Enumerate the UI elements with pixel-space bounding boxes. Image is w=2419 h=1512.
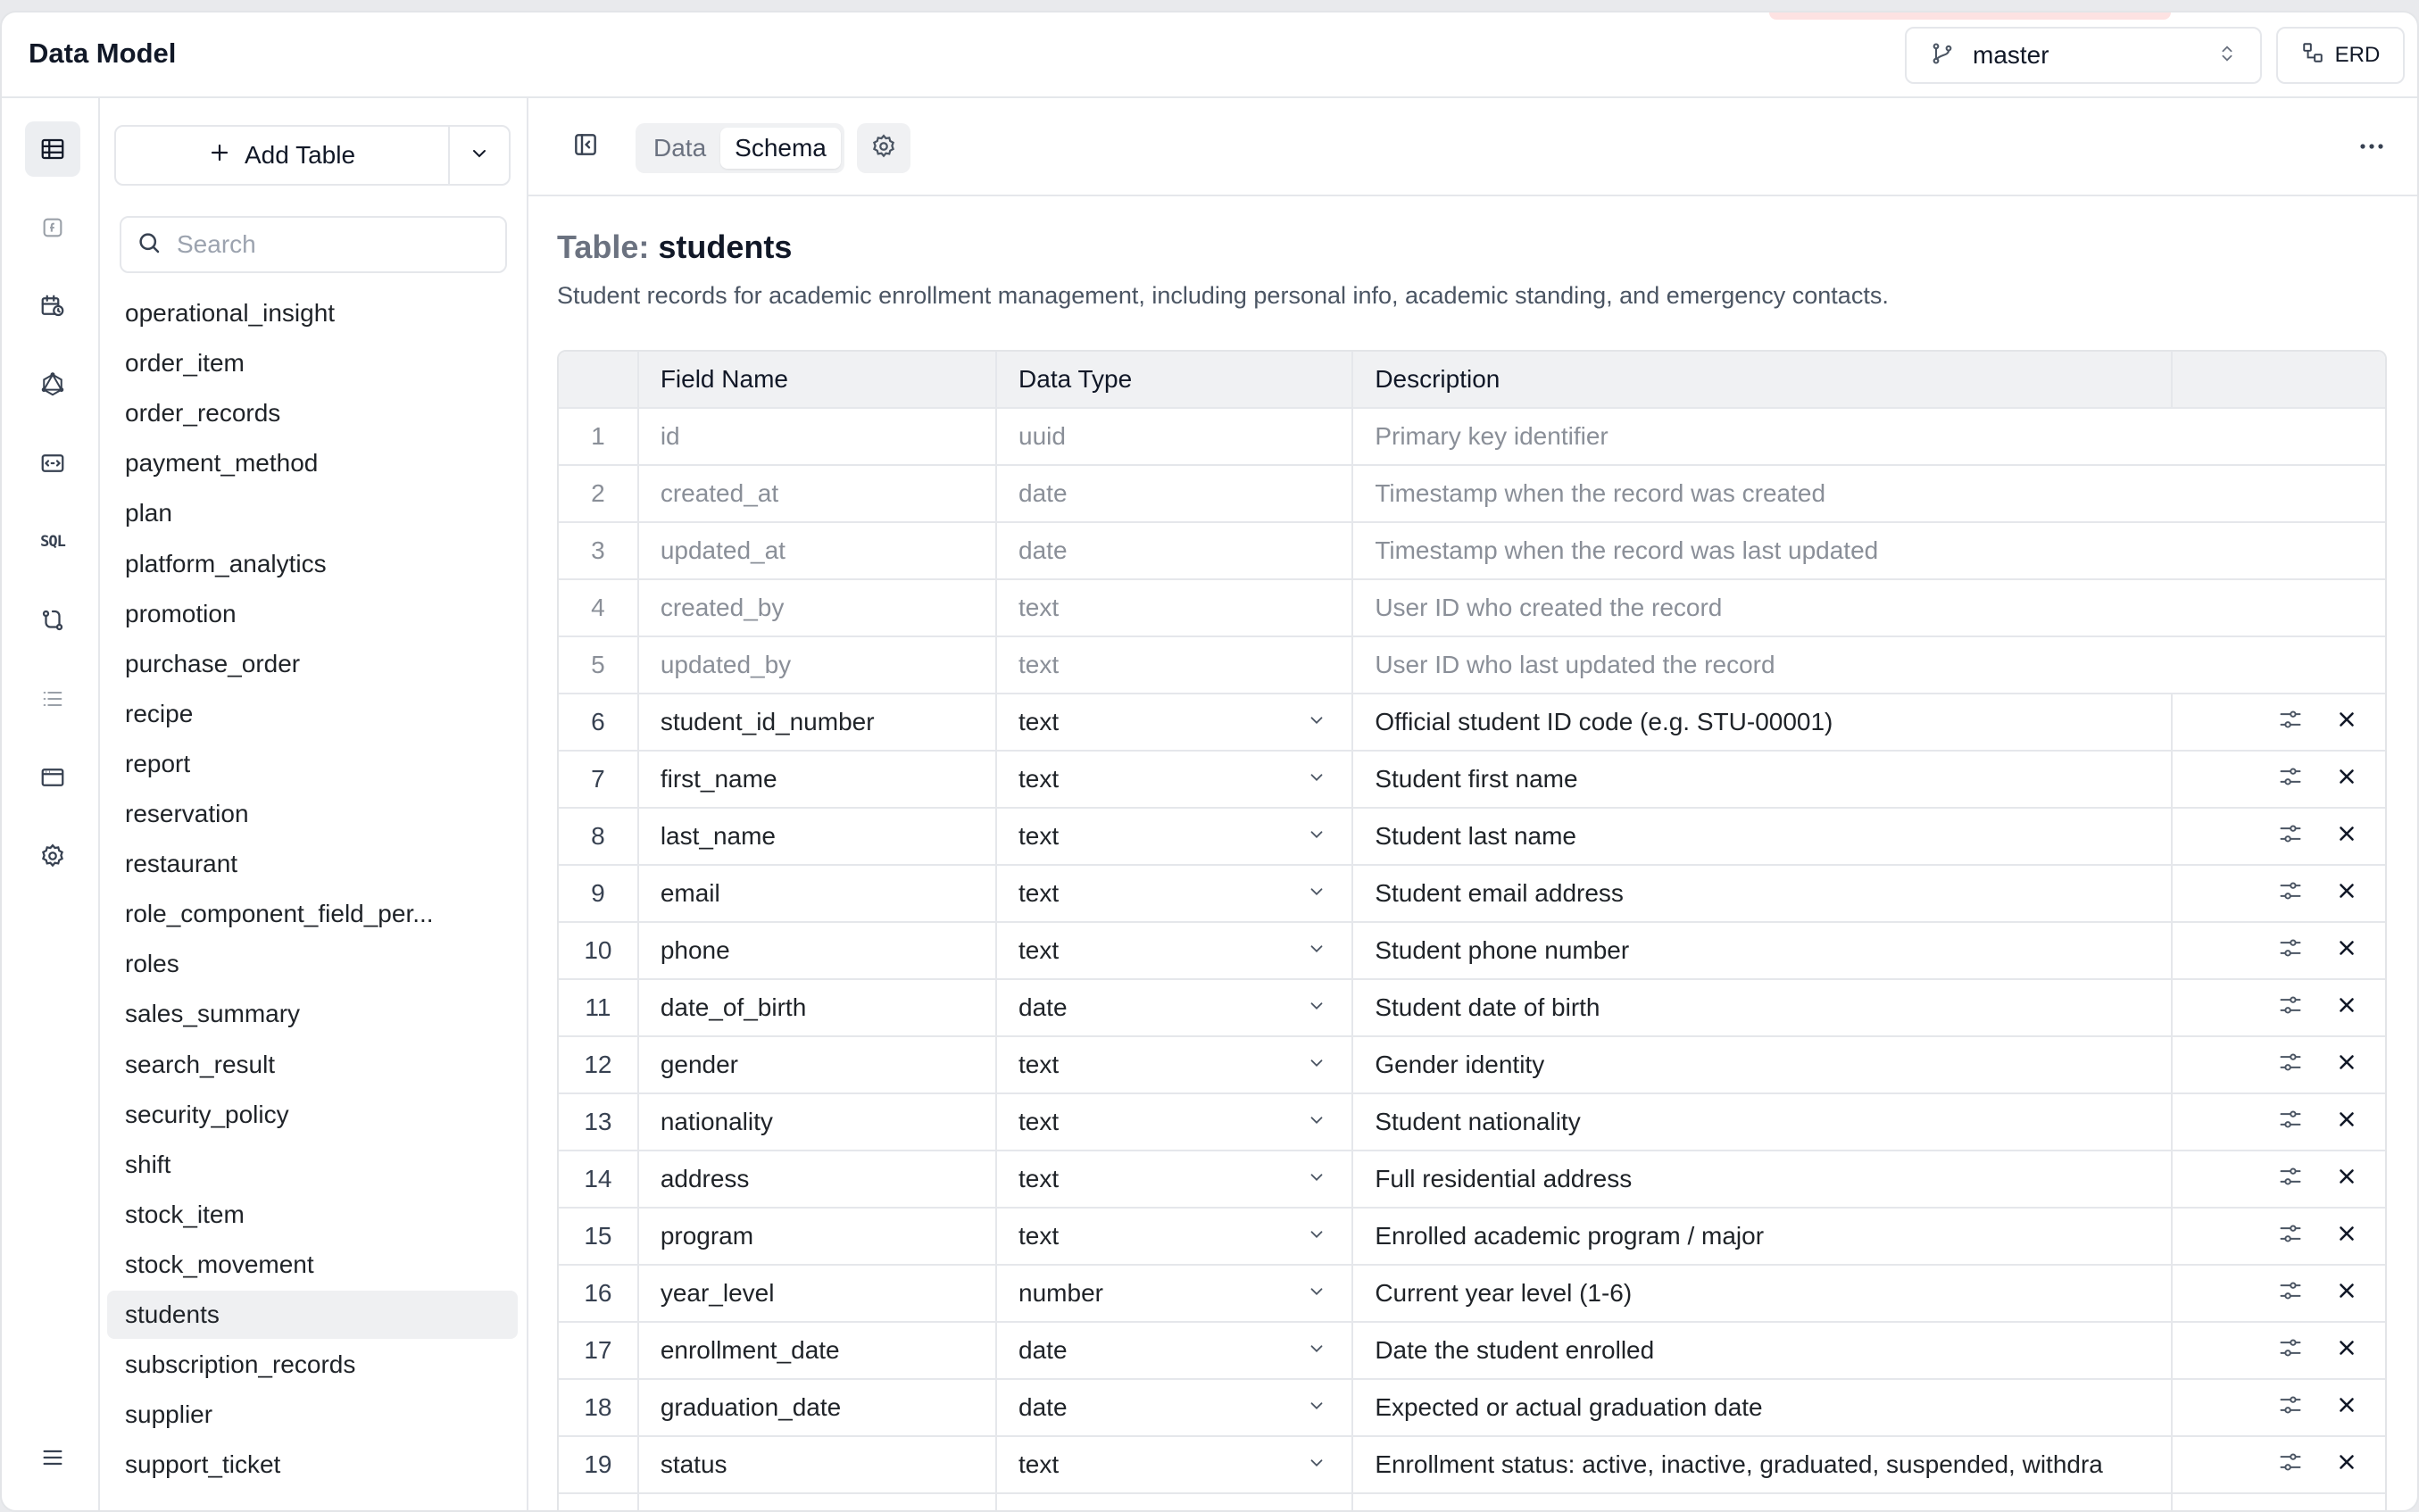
field-description-text: Expected or actual graduation date	[1375, 1393, 1763, 1421]
field-settings-sliders-icon[interactable]	[2278, 1050, 2303, 1081]
field-type-value: uuid	[1018, 422, 1066, 450]
table-list-item[interactable]: payment_method	[125, 449, 319, 478]
field-type-value: text	[1018, 1165, 1060, 1192]
table-search	[120, 216, 507, 273]
field-name-input[interactable]: year_level	[639, 1266, 997, 1321]
table-list-panel	[100, 98, 528, 1512]
row-actions	[2173, 1209, 2385, 1264]
chevron-down-icon	[1307, 879, 1326, 908]
table-row	[559, 523, 2385, 580]
field-description-input[interactable]	[1353, 809, 2173, 864]
field-type-value: date	[1018, 1336, 1068, 1364]
table-heading-prefix: Table:	[557, 228, 650, 265]
row-number: 13	[559, 1094, 639, 1150]
branch-select[interactable]	[1905, 27, 2262, 84]
field-settings-sliders-icon[interactable]	[2278, 935, 2303, 967]
more-options-button[interactable]	[2349, 127, 2394, 168]
row-actions	[2173, 809, 2385, 864]
field-name: id	[639, 409, 997, 464]
chevron-down-icon	[1307, 765, 1326, 793]
chevron-down-icon	[1307, 1279, 1326, 1308]
field-type-select[interactable]	[997, 1266, 1353, 1321]
field-name-input[interactable]: gender	[639, 1037, 997, 1092]
field-type-value: date	[1018, 536, 1068, 564]
main-area	[528, 98, 2419, 1512]
field-name-input[interactable]: program	[639, 1209, 997, 1264]
row-number: 14	[559, 1151, 639, 1207]
chevron-down-icon	[1307, 936, 1326, 965]
field-description-text: Student email address	[1375, 879, 1624, 907]
chevron-down-icon	[1307, 1393, 1326, 1422]
header-actions-cell	[2173, 352, 2385, 407]
field-description-text: Student phone number	[1375, 936, 1630, 964]
table-list-item[interactable]: plan	[125, 499, 172, 528]
sql-icon[interactable]	[25, 514, 80, 569]
delete-field-close-icon[interactable]	[2335, 1450, 2358, 1480]
field-name: created_by	[639, 580, 997, 636]
row-number: 9	[559, 866, 639, 921]
table-row	[559, 1209, 2385, 1266]
field-type-empty	[997, 1494, 1353, 1512]
table-row	[559, 1037, 2385, 1094]
table-list-item[interactable]: security_policy	[125, 1100, 289, 1128]
field-settings-sliders-icon[interactable]	[2278, 764, 2303, 795]
table-row	[559, 1094, 2385, 1151]
delete-field-close-icon[interactable]	[2335, 993, 2358, 1023]
delete-field-close-icon[interactable]	[2335, 708, 2358, 737]
workflow-icon[interactable]	[25, 593, 80, 648]
tab-schema[interactable]: Schema	[720, 128, 841, 169]
field-name-input[interactable]: first_name	[639, 752, 997, 807]
table-list-item[interactable]: stock_item	[125, 1200, 245, 1228]
field-description-text: Student date of birth	[1375, 993, 1600, 1021]
field-name-input[interactable]: phone	[639, 923, 997, 978]
table-row	[559, 1380, 2385, 1437]
field-description	[1353, 637, 2385, 693]
table-list-item[interactable]: stock_movement	[125, 1250, 314, 1278]
row-number: 8	[559, 809, 639, 864]
field-description-input[interactable]	[1353, 1437, 2173, 1492]
sql-label: SQL	[40, 533, 65, 551]
table-list-item[interactable]: supplier	[125, 1400, 213, 1429]
field-name-empty	[639, 1494, 997, 1512]
table-list-item[interactable]: operational_insight	[125, 299, 336, 327]
field-description-input[interactable]	[1353, 1037, 2173, 1092]
row-actions	[2173, 1437, 2385, 1492]
field-description-input[interactable]	[1353, 923, 2173, 978]
table-row	[559, 980, 2385, 1037]
field-type-value: text	[1018, 765, 1060, 793]
field-type-select[interactable]	[997, 923, 1353, 978]
row-actions	[2173, 752, 2385, 807]
field-type-value: text	[1018, 936, 1060, 964]
row-actions	[2173, 1323, 2385, 1378]
table-list-item[interactable]: support_ticket	[125, 1450, 281, 1479]
field-type-value: text	[1018, 708, 1060, 735]
row-actions	[2173, 1266, 2385, 1321]
settings-icon[interactable]	[25, 828, 80, 884]
field-description	[1353, 523, 2385, 578]
field-settings-sliders-icon[interactable]	[2278, 1164, 2303, 1195]
field-description-input[interactable]	[1353, 752, 2173, 807]
window-icon[interactable]	[25, 750, 80, 805]
row-actions	[2173, 694, 2385, 750]
field-settings-sliders-icon[interactable]	[2278, 707, 2303, 738]
field-description-input[interactable]	[1353, 1380, 2173, 1435]
field-name-input[interactable]: address	[639, 1151, 997, 1207]
field-description-text: Timestamp when the record was created	[1375, 479, 1826, 507]
table-row	[559, 809, 2385, 866]
chevron-down-icon	[1307, 822, 1326, 851]
field-description-input[interactable]	[1353, 866, 2173, 921]
row-number: 10	[559, 923, 639, 978]
row-number: 15	[559, 1209, 639, 1264]
branch-name: master	[1973, 41, 2049, 69]
row-actions-empty	[2173, 1494, 2385, 1512]
field-description-text: Current year level (1-6)	[1375, 1279, 1633, 1307]
field-type	[997, 466, 1353, 521]
field-type-value: text	[1018, 1450, 1060, 1478]
menu-icon[interactable]	[25, 1430, 80, 1485]
row-number: 7	[559, 752, 639, 807]
field-type-value: date	[1018, 479, 1068, 507]
table-row	[559, 409, 2385, 466]
icon-rail	[2, 98, 100, 1512]
table-icon[interactable]	[25, 121, 80, 177]
field-description-input[interactable]	[1353, 1323, 2173, 1378]
table-list	[107, 282, 521, 1512]
field-description-text: Gender identity	[1375, 1051, 1545, 1078]
field-type-value: text	[1018, 1108, 1060, 1135]
field-description-text: Date the student enrolled	[1375, 1336, 1655, 1364]
chevron-down-icon	[469, 143, 490, 169]
table-row	[559, 637, 2385, 694]
field-type-select[interactable]	[997, 866, 1353, 921]
table-row	[559, 1266, 2385, 1323]
table-list-item[interactable]: subscription_records	[125, 1350, 356, 1379]
field-description	[1353, 466, 2385, 521]
table-list-item[interactable]: role_component_field_per...	[125, 900, 434, 928]
field-type-select[interactable]	[997, 1437, 1353, 1492]
more-horizontal-icon	[2358, 139, 2385, 155]
field-settings-sliders-icon[interactable]	[2278, 1107, 2303, 1138]
delete-field-close-icon[interactable]	[2335, 1222, 2358, 1251]
chevron-down-icon	[1307, 708, 1326, 736]
plus-icon	[209, 141, 230, 170]
delete-field-close-icon[interactable]	[2335, 765, 2358, 794]
table-row	[559, 752, 2385, 809]
gear-icon	[870, 133, 897, 164]
add-table-split-button	[114, 125, 511, 186]
row-actions	[2173, 866, 2385, 921]
header-field-name: Field Name	[639, 352, 997, 407]
add-table-dropdown-button[interactable]	[450, 127, 509, 184]
field-description	[1353, 409, 2385, 464]
schema-toolbar	[528, 98, 2419, 196]
table-list-item[interactable]: report	[125, 749, 191, 777]
table-list-item[interactable]: students	[107, 1291, 518, 1339]
table-list-item[interactable]: recipe	[125, 699, 194, 727]
row-number: 5	[559, 637, 639, 693]
field-type-select[interactable]	[997, 1380, 1353, 1435]
row-number: 11	[559, 980, 639, 1035]
table-row-partial	[559, 1494, 2385, 1512]
field-description-text: User ID who created the record	[1375, 594, 1723, 621]
field-type-value: date	[1018, 993, 1068, 1021]
field-name-input[interactable]: email	[639, 866, 997, 921]
field-name-input[interactable]: graduation_date	[639, 1380, 997, 1435]
row-number: 12	[559, 1037, 639, 1092]
field-name: updated_at	[639, 523, 997, 578]
chevron-down-icon	[1307, 1165, 1326, 1193]
table-list-item[interactable]: reservation	[125, 800, 249, 827]
delete-field-close-icon[interactable]	[2335, 1165, 2358, 1194]
field-description-text: Enrolled academic program / major	[1375, 1222, 1765, 1250]
tab-data[interactable]: Data	[653, 134, 707, 162]
field-type-select[interactable]	[997, 980, 1353, 1035]
table-list-item[interactable]: promotion	[125, 599, 237, 627]
field-description-text: Student last name	[1375, 822, 1577, 850]
field-description-text: Timestamp when the record was last updated	[1375, 536, 1879, 564]
add-table-label: Add Table	[244, 141, 356, 169]
row-number: 4	[559, 580, 639, 636]
field-name-input[interactable]: status	[639, 1437, 997, 1492]
erd-button[interactable]	[2276, 27, 2405, 84]
field-type-select[interactable]	[997, 1037, 1353, 1092]
delete-field-close-icon[interactable]	[2335, 879, 2358, 909]
header-description: Description	[1353, 352, 2173, 407]
row-actions	[2173, 1094, 2385, 1150]
field-type-select[interactable]	[997, 1151, 1353, 1207]
field-settings-sliders-icon[interactable]	[2278, 1392, 2303, 1424]
field-description	[1353, 580, 2385, 636]
function-icon[interactable]	[25, 200, 80, 255]
row-number: 17	[559, 1323, 639, 1378]
chevron-down-icon	[1307, 1450, 1326, 1479]
row-number: 6	[559, 694, 639, 750]
field-type-value: date	[1018, 1393, 1068, 1421]
field-description-empty	[1353, 1494, 2173, 1512]
api-icon[interactable]	[25, 436, 80, 491]
field-name-input[interactable]: student_id_number	[639, 694, 997, 750]
field-type-select[interactable]	[997, 1323, 1353, 1378]
field-settings-sliders-icon[interactable]	[2278, 878, 2303, 910]
field-description-text: User ID who last updated the record	[1375, 651, 1775, 678]
field-description-input[interactable]	[1353, 1266, 2173, 1321]
row-number: 18	[559, 1380, 639, 1435]
field-type-value: number	[1018, 1279, 1103, 1307]
field-settings-sliders-icon[interactable]	[2278, 1278, 2303, 1309]
app-window	[0, 11, 2419, 1512]
table-row	[559, 580, 2385, 637]
row-actions	[2173, 980, 2385, 1035]
delete-field-close-icon[interactable]	[2335, 936, 2358, 966]
field-settings-sliders-icon[interactable]	[2278, 1221, 2303, 1252]
view-tabs	[636, 123, 844, 173]
header-data-type: Data Type	[997, 352, 1353, 407]
chevron-down-icon	[1307, 1108, 1326, 1136]
delete-field-close-icon[interactable]	[2335, 1051, 2358, 1080]
row-number: 2	[559, 466, 639, 521]
chevron-updown-icon	[2217, 41, 2237, 71]
row-actions	[2173, 923, 2385, 978]
schedule-icon[interactable]	[25, 278, 80, 334]
field-name-input[interactable]: enrollment_date	[639, 1323, 997, 1378]
row-actions	[2173, 1037, 2385, 1092]
field-type-value: text	[1018, 651, 1060, 678]
row-number: 1	[559, 409, 639, 464]
field-description-text: Full residential address	[1375, 1165, 1633, 1192]
chevron-down-icon	[1307, 993, 1326, 1022]
field-type-select[interactable]	[997, 694, 1353, 750]
add-table-button[interactable]	[116, 127, 450, 184]
field-description-input[interactable]	[1353, 980, 2173, 1035]
table-row	[559, 1437, 2385, 1494]
field-settings-sliders-icon[interactable]	[2278, 1335, 2303, 1367]
field-name-input[interactable]: last_name	[639, 809, 997, 864]
field-settings-sliders-icon[interactable]	[2278, 821, 2303, 852]
field-type-value: text	[1018, 1051, 1060, 1078]
graphql-icon[interactable]	[25, 357, 80, 412]
row-number: 3	[559, 523, 639, 578]
delete-field-close-icon[interactable]	[2335, 822, 2358, 852]
table-row	[559, 1151, 2385, 1209]
table-list-item[interactable]: search_result	[125, 1050, 276, 1078]
erd-icon	[2301, 41, 2324, 71]
table-row	[559, 466, 2385, 523]
field-settings-sliders-icon[interactable]	[2278, 993, 2303, 1024]
row-number: 16	[559, 1266, 639, 1321]
field-type	[997, 523, 1353, 578]
field-type-value: text	[1018, 822, 1060, 850]
chevron-down-icon	[1307, 1336, 1326, 1365]
table-list-item[interactable]: roles	[125, 950, 179, 978]
delete-field-close-icon[interactable]	[2335, 1336, 2358, 1366]
table-settings-button[interactable]	[857, 123, 910, 173]
field-name-input[interactable]: date_of_birth	[639, 980, 997, 1035]
table-list-item[interactable]: sales_summary	[125, 1000, 301, 1028]
field-type-select[interactable]	[997, 809, 1353, 864]
table-list-item[interactable]: restaurant	[125, 850, 238, 878]
search-icon	[136, 229, 162, 261]
table-list-item[interactable]: platform_analytics	[125, 549, 327, 577]
field-name: created_at	[639, 466, 997, 521]
field-description-text: Primary key identifier	[1375, 422, 1609, 450]
field-description-text: Student nationality	[1375, 1108, 1581, 1135]
table-row	[559, 923, 2385, 980]
field-type-value: text	[1018, 594, 1060, 621]
delete-field-close-icon[interactable]	[2335, 1279, 2358, 1308]
table-header-row	[559, 352, 2385, 409]
delete-field-close-icon[interactable]	[2335, 1393, 2358, 1423]
field-name-input[interactable]: nationality	[639, 1094, 997, 1150]
field-description-input[interactable]	[1353, 1094, 2173, 1150]
app-header	[2, 12, 2417, 98]
field-description-text: Enrollment status: active, inactive, graduated, suspended, withdra	[1375, 1450, 2103, 1478]
row-actions	[2173, 1380, 2385, 1435]
app-title: Data Model	[29, 37, 177, 69]
collapse-sidebar-button[interactable]	[564, 125, 607, 168]
list-icon[interactable]	[25, 671, 80, 727]
table-row	[559, 1323, 2385, 1380]
field-type-value: text	[1018, 879, 1060, 907]
field-type-select[interactable]	[997, 1094, 1353, 1150]
field-name: updated_by	[639, 637, 997, 693]
field-description-text: Student first name	[1375, 765, 1578, 793]
table-list-item[interactable]: shift	[125, 1150, 171, 1178]
row-number-empty	[559, 1494, 639, 1512]
field-type	[997, 580, 1353, 636]
field-type	[997, 409, 1353, 464]
git-branch-icon	[1930, 41, 1955, 71]
chevron-down-icon	[1307, 1051, 1326, 1079]
search-input[interactable]	[177, 230, 498, 259]
table-list-item[interactable]: purchase_order	[125, 649, 301, 677]
table-name: students	[658, 228, 793, 265]
field-description-text: Official student ID code (e.g. STU-00001)	[1375, 708, 1833, 735]
field-description-input[interactable]	[1353, 1209, 2173, 1264]
header-number-cell	[559, 352, 639, 407]
row-number: 19	[559, 1437, 639, 1492]
table-list-item[interactable]: order_records	[125, 399, 281, 428]
field-type-select[interactable]	[997, 752, 1353, 807]
row-actions	[2173, 1151, 2385, 1207]
field-description-input[interactable]	[1353, 694, 2173, 750]
field-settings-sliders-icon[interactable]	[2278, 1450, 2303, 1481]
field-type	[997, 637, 1353, 693]
fields-table	[557, 350, 2387, 1512]
field-type-value: text	[1018, 1222, 1060, 1250]
table-heading	[557, 228, 792, 266]
table-row	[559, 866, 2385, 923]
field-description-input[interactable]	[1353, 1151, 2173, 1207]
chevron-down-icon	[1307, 1222, 1326, 1250]
erd-label: ERD	[2334, 43, 2381, 67]
delete-field-close-icon[interactable]	[2335, 1108, 2358, 1137]
field-type-select[interactable]	[997, 1209, 1353, 1264]
table-row	[559, 694, 2385, 752]
table-list-item[interactable]: order_item	[125, 349, 245, 378]
table-description: Student records for academic enrollment management, including personal info, academic standing, and emergency contacts.	[557, 282, 1889, 309]
sidebar-collapse-icon	[571, 130, 600, 163]
